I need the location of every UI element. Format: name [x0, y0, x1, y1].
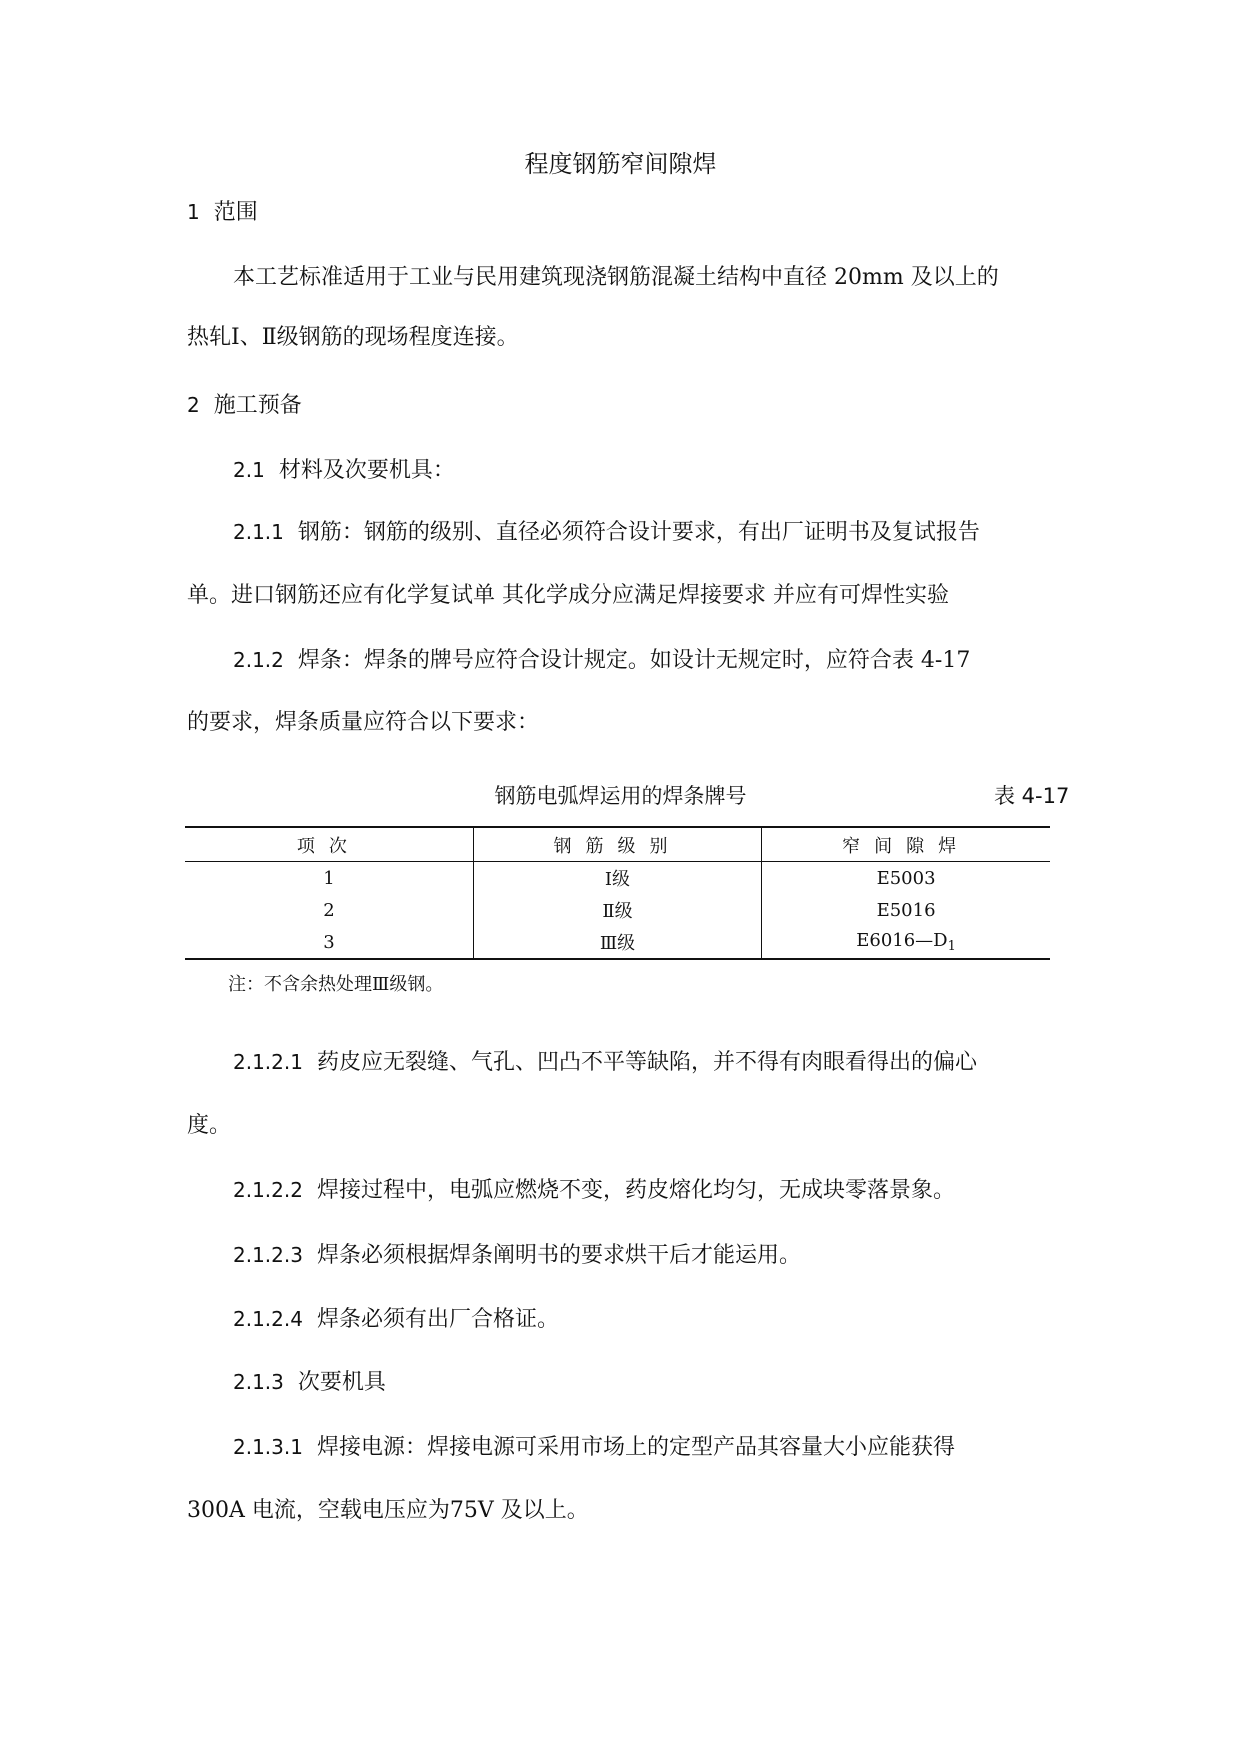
clause-2-1-2-3: [233, 1243, 801, 1269]
column-header: 项次: [185, 827, 473, 862]
paragraph-line: 300A 电流，空载电压应为75V 及以上。: [187, 1498, 589, 1523]
table-cell: 3: [185, 926, 473, 959]
clause-2-1-3: [233, 1370, 386, 1396]
clause-2-1-2-4: [233, 1307, 559, 1333]
clause-text: 钢筋：钢筋的级别、直径必须符合设计要求，有出厂证明书及复试报告: [297, 520, 980, 545]
clause-2-1-1: [233, 520, 980, 546]
clause-2-1-3-1: [233, 1435, 955, 1461]
table-cell: [762, 926, 1050, 959]
table-cell: 2: [323, 899, 335, 921]
clause-2-1-2-2: [233, 1178, 955, 1204]
section-title: 施工预备: [213, 393, 302, 418]
clause-text: 次要机具: [297, 1370, 386, 1395]
table-cell: Ⅱ级: [473, 894, 761, 926]
paragraph-line: 度。: [187, 1113, 232, 1138]
table-row: [185, 926, 1050, 959]
table-note: 注：不含余热处理Ⅲ级钢。: [228, 974, 444, 995]
document-title: 程度钢筋窄间隙焊: [524, 150, 717, 178]
clause-2-1-2: [233, 648, 970, 674]
clause-number: 2.1.3: [233, 1370, 284, 1394]
paragraph-line: 热轧Ⅰ、Ⅱ级钢筋的现场程度连接。: [187, 325, 519, 350]
clause-text: 材料及次要机具：: [278, 458, 455, 483]
table-row: [185, 862, 1050, 895]
section-number: 2: [187, 393, 200, 417]
clause-2-1-2-1: [233, 1050, 977, 1076]
paragraph-line: 的要求，焊条质量应符合以下要求：: [187, 710, 540, 735]
clause-text: 焊接过程中，电弧应燃烧不变，药皮熔化均匀，无成块零落景象。: [316, 1178, 955, 1203]
section-2-heading: [187, 393, 302, 419]
table-row: [185, 894, 1050, 926]
table-header-row: [185, 827, 1050, 862]
paragraph-line: 本工艺标准适用于工业与民用建筑现浇钢筋混凝土结构中直径 20mm 及以上的: [233, 265, 999, 290]
table-cell: E5016: [762, 894, 1050, 926]
paragraph-line: 单。进口钢筋还应有化学复试单 其化学成分应满足焊接要求 并应有可焊性实验: [187, 583, 949, 608]
table-cell: Ⅲ级: [473, 926, 761, 959]
section-1-heading: [187, 200, 258, 226]
clause-text: 焊条：焊条的牌号应符合设计规定。如设计无规定时，应符合表 4-17: [297, 648, 971, 673]
clause-number: 2.1.2: [233, 648, 284, 672]
electrode-subscript: 1: [947, 939, 956, 954]
table-cell: Ⅰ级: [473, 862, 761, 895]
clause-text: 焊条必须根据焊条阐明书的要求烘干后才能运用。: [316, 1243, 801, 1268]
section-number: 1: [187, 200, 200, 224]
clause-text: 焊接电源：焊接电源可采用市场上的定型产品其容量大小应能获得: [316, 1435, 955, 1460]
table-cell: 1: [323, 867, 335, 889]
clause-text: 药皮应无裂缝、气孔、凹凸不平等缺陷，并不得有肉眼看得出的偏心: [316, 1050, 977, 1075]
clause-number: 2.1.3.1: [233, 1435, 303, 1459]
clause-text: 焊条必须有出厂合格证。: [316, 1307, 559, 1332]
clause-2-1: [233, 458, 455, 484]
clause-number: 2.1.2.3: [233, 1243, 303, 1267]
clause-number: 2.1.2.4: [233, 1307, 303, 1331]
table-caption: 钢筋电弧焊运用的焊条牌号: [494, 784, 747, 808]
electrode-table: [185, 826, 1050, 960]
clause-number: 2.1: [233, 458, 265, 482]
column-header: 窄间隙焊: [762, 827, 1050, 862]
clause-number: 2.1.1: [233, 520, 284, 544]
electrode-grade: E6016—D: [856, 930, 948, 951]
clause-number: 2.1.2.2: [233, 1178, 303, 1202]
section-title: 范围: [213, 200, 258, 225]
table-number: 表 4-17: [994, 784, 1070, 808]
table-cell: E5003: [762, 862, 1050, 895]
clause-number: 2.1.2.1: [233, 1050, 303, 1074]
column-header: 钢筋级别: [473, 827, 761, 862]
